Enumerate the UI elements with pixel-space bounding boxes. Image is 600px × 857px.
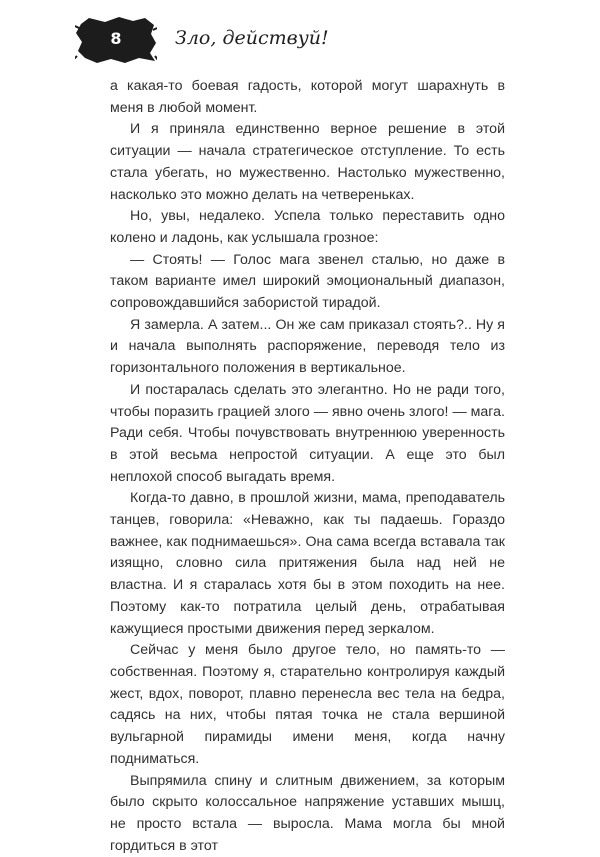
page-header [75,16,535,64]
paragraph: Выпрямила спину и слитным движением, за которым было скрыто колоссальное напряжение уставших мышц, не просто встала — выросла. Мама могла бы мной гордиться в этот [110,771,505,857]
paragraph: а какая-то боевая гадость, которой могут шарахнуть в меня в любой момент. [110,76,505,119]
paragraph: Когда-то давно, в прошлой жизни, мама, преподаватель танцев, говорила: «Неважно, как ты падаешь. Гораздо важнее, как поднимаешься». Она сама всегда вставала так изящно, словно сила притяжения была над ней не властна. И я старалась хотя бы в этом походить на нее. Поэтому как-то потратила целый день, отрабатывая кажущиеся простыми движения перед зеркалом. [110,488,505,640]
paragraph: — Стоять! — Голос мага звенел сталью, но даже в таком варианте имел широкий эмоциональный диапазон, сопровождавшийся забористой тирадой. [110,250,505,315]
paragraph: Но, увы, недалеко. Успела только переставить одно колено и ладонь, как услышала грозное: [110,206,505,249]
running-title: Зло, действуй! [175,27,329,49]
paragraph: И я приняла единственно верное решение в этой ситуации — начала стратегическое отступление. То есть стала убегать, но мужественно. Настолько мужественно, насколько это можно делать на четвереньках. [110,119,505,206]
paragraph: Я замерла. А затем... Он же сам приказал стоять?.. Ну я и начала выполнять распоряжение, переводя тело из горизонтального положения в вертикальное. [110,315,505,380]
body-text [110,76,505,857]
paragraph: Сейчас у меня было другое тело, но память-то — собственная. Поэтому я, старательно контролируя каждый жест, вдох, поворот, плавно перенесла вес тела на бедра, садясь на них, чтобы пятая точка не стала вершиной вульгарной пирамиды имени меня, когда начну подниматься. [110,640,505,770]
paragraph: И постаралась сделать это элегантно. Но не ради того, чтобы поразить грацией злого — явно очень злого! — мага. Ради себя. Чтобы почувствовать внутреннюю уверенность в этой весьма непростой ситуации. А еще это был неплохой способ выгадать время. [110,380,505,489]
page-number: 8 [105,29,127,48]
